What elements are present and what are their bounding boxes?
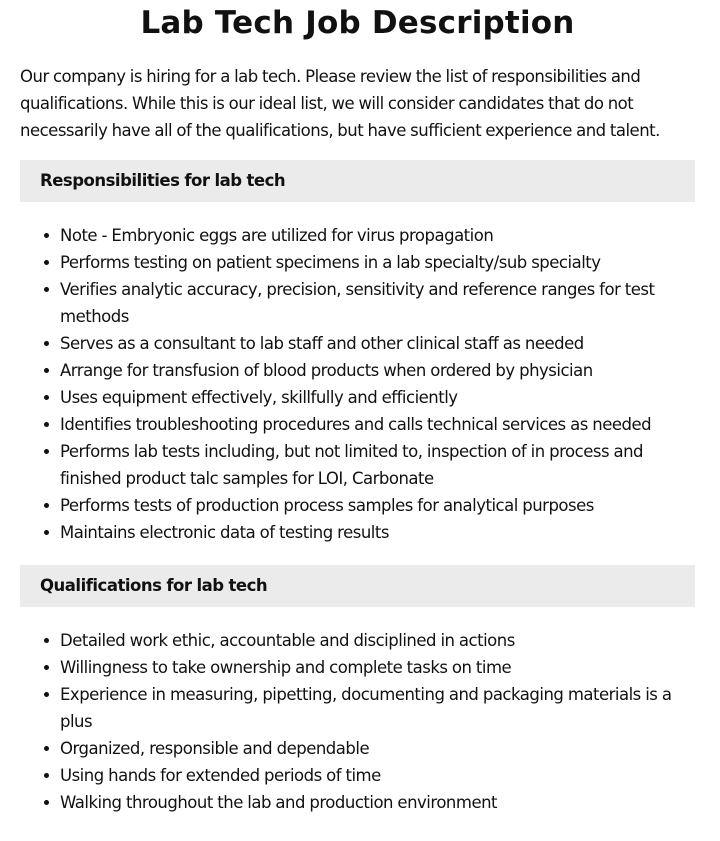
- list-item: Verifies analytic accuracy, precision, sensitivity and reference ranges for test methods: [60, 276, 695, 330]
- list-item: Identifies troubleshooting procedures and calls technical services as needed: [60, 411, 695, 438]
- qualifications-list: [20, 627, 695, 816]
- list-item: Performs testing on patient specimens in a lab specialty/sub specialty: [60, 249, 695, 276]
- list-item: Performs lab tests including, but not limited to, inspection of in process and finished product talc samples for LOI, Carbonate: [60, 438, 695, 492]
- list-item: Detailed work ethic, accountable and disciplined in actions: [60, 627, 695, 654]
- list-item: Experience in measuring, pipetting, documenting and packaging materials is a plus: [60, 681, 695, 735]
- list-item: Arrange for transfusion of blood products when ordered by physician: [60, 357, 695, 384]
- list-item: Using hands for extended periods of time: [60, 762, 695, 789]
- list-item: Note - Embryonic eggs are utilized for virus propagation: [60, 222, 695, 249]
- list-item: Serves as a consultant to lab staff and other clinical staff as needed: [60, 330, 695, 357]
- intro-paragraph: Our company is hiring for a lab tech. Please review the list of responsibilities and qualifications. While this is our ideal list, we will consider candidates that do not necessarily have all of the qualifications, but have sufficient experience and talent.: [20, 67, 660, 140]
- responsibilities-heading: Responsibilities for lab tech: [20, 160, 695, 202]
- page-title: Lab Tech Job Description: [140, 5, 575, 41]
- list-item: Performs tests of production process samples for analytical purposes: [60, 492, 695, 519]
- list-item: Organized, responsible and dependable: [60, 735, 695, 762]
- list-item: Maintains electronic data of testing results: [60, 519, 695, 546]
- qualifications-heading: Qualifications for lab tech: [20, 565, 695, 607]
- list-item: Uses equipment effectively, skillfully and efficiently: [60, 384, 695, 411]
- list-item: Willingness to take ownership and complete tasks on time: [60, 654, 695, 681]
- responsibilities-list: [20, 222, 695, 546]
- list-item: Walking throughout the lab and production environment: [60, 789, 695, 816]
